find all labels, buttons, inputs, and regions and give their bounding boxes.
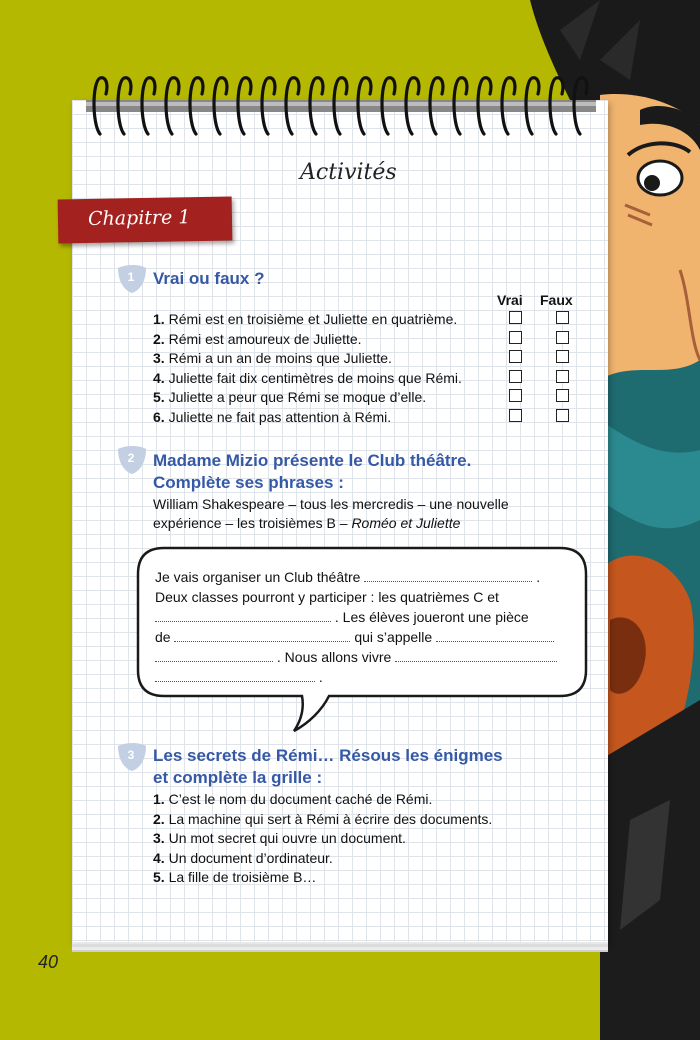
activity-number: 1 <box>127 270 135 284</box>
vrai-checkbox-2[interactable] <box>509 331 522 344</box>
vrai-checkbox-5[interactable] <box>509 389 522 402</box>
faux-checkbox-6[interactable] <box>556 409 569 422</box>
activity-1-heading: Vrai ou faux ? <box>153 269 265 288</box>
faux-checkbox-2[interactable] <box>556 331 569 344</box>
list-item: 4. Un document d’ordinateur. <box>153 849 333 866</box>
activity-2-badge <box>115 443 149 477</box>
vrai-checkbox-1[interactable] <box>509 311 522 324</box>
faux-checkbox-3[interactable] <box>556 350 569 363</box>
activity-number: 3 <box>127 748 135 762</box>
chapter-tab <box>58 196 233 243</box>
blank-field[interactable] <box>364 569 532 582</box>
list-item: 4. Juliette fait dix centimètres de moins que Rémi. <box>153 369 462 386</box>
list-item: 2. La machine qui sert à Rémi à écrire des documents. <box>153 810 493 827</box>
list-item: 6. Juliette ne fait pas attention à Rémi. <box>153 408 392 425</box>
blank-field[interactable] <box>436 629 554 642</box>
blank-field[interactable] <box>155 669 315 682</box>
list-item: 5. La fille de troisième B… <box>153 869 317 886</box>
faux-checkbox-4[interactable] <box>556 370 569 383</box>
word-bank: William Shakespeare – tous les mercredis – une nouvelle expérience – les troisièmes B – Roméo et Juliette <box>153 496 509 531</box>
list-item: 2. Rémi est amoureux de Juliette. <box>153 330 362 347</box>
list-item: 1. Rémi est en troisième et Juliette en quatrième. <box>153 311 458 327</box>
blank-field[interactable] <box>395 649 557 662</box>
blank-field[interactable] <box>155 649 273 662</box>
page-title: Activités <box>300 160 397 185</box>
blank-field[interactable] <box>155 609 331 622</box>
bubble-text: Je vais organiser un Club théâtre . Deux classes pourront y participer : les quatrièmes C et . Les élèves joueront une pièce de qui s’appelle . Nous allons vivre . <box>155 567 575 687</box>
blank-field[interactable] <box>174 629 350 642</box>
activity-3-badge <box>115 740 149 774</box>
activity-1-badge <box>115 262 149 296</box>
vrai-checkbox-4[interactable] <box>509 370 522 383</box>
vrai-checkbox-3[interactable] <box>509 350 522 363</box>
column-vrai: Vrai <box>497 292 523 308</box>
activity-3-heading-line1: Les secrets de Rémi… Résous les énigmes <box>153 746 503 765</box>
chapter-label: Chapitre 1 <box>87 206 191 230</box>
activity-number: 2 <box>127 451 135 465</box>
column-faux: Faux <box>540 292 573 308</box>
list-item: 5. Juliette a peur que Rémi se moque d’elle. <box>153 389 427 406</box>
faux-checkbox-1[interactable] <box>556 311 569 324</box>
activity-3-heading-line2: et complète la grille : <box>153 768 323 787</box>
list-item: 3. Un mot secret qui ouvre un document. <box>153 830 406 847</box>
activity-2-heading-line1: Madame Mizio présente le Club théâtre. <box>153 451 472 470</box>
activity-2-heading-line2: Complète ses phrases : <box>153 473 344 492</box>
vrai-checkbox-6[interactable] <box>509 409 522 422</box>
riddle-list <box>153 790 492 888</box>
list-item: 1. C’est le nom du document caché de Rémi. <box>153 791 433 807</box>
faux-checkbox-5[interactable] <box>556 389 569 402</box>
true-false-list <box>153 310 462 428</box>
list-item: 3. Rémi a un an de moins que Juliette. <box>153 350 392 367</box>
page-number: 40 <box>38 952 59 972</box>
spiral-binding <box>86 72 596 142</box>
